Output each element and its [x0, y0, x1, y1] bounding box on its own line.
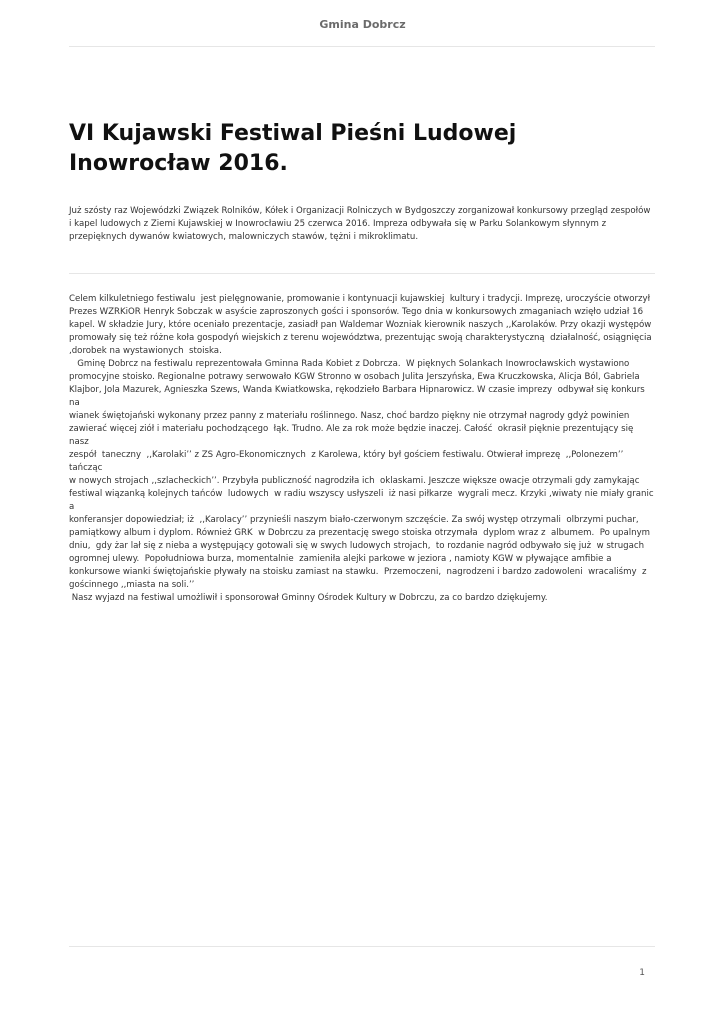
body-line: Prezes WZRKiOR Henryk Sobczak w asyście zaproszonych gości i sponsorów. Tego dnia w konkursowych zmaganiach wzięło udział 16 — [69, 307, 644, 317]
article-body — [69, 293, 655, 605]
body-line: zawierać więcej ziół i materiału pochodzącego łąk. Trudno. Ale za rok może będzie inaczej. Całość okrasił pięknie prezentujący się nasz — [69, 424, 637, 447]
article-intro: Już szósty raz Wojewódzki Związek Rolników, Kółek i Organizacji Rolniczych w Bydgoszczy zorganizował konkursowy przegląd zespołów i kapel ludowych z Ziemi Kujawskiej w Inowrocławiu 25 czerwca 2016. Impreza odbywała się w Parku Solankowym słynnym z przepięknych dywanów kwiatowych, malowniczych stawów, tężni i mikroklimatu. — [69, 206, 651, 242]
body-line: promocyjne stoisko. Regionalne potrawy serwowało KGW Stronno w osobach Julita Jerszyńska, Ewa Kruczkowska, Alicja Ból, Gabriela — [69, 372, 640, 382]
body-line: wianek świętojański wykonany przez panny z materiału roślinnego. Nasz, choć bardzo piękny nie otrzymał nagrody gdyż powinien — [69, 411, 630, 421]
body-line: konkursowe wianki świętojańskie pływały na stoisku zamiast na stawku. Przemoczeni, nagrodzeni i bardzo zadowoleni wracaliśmy z — [69, 567, 647, 577]
body-line: pamiątkowy album i dyplom. Również GRK w Dobrczu za prezentację swego stoiska otrzymała dyplom wraz z albumem. Po upalnym — [69, 528, 651, 538]
body-line: gościnnego ,,miasta na soli.’’ — [69, 580, 195, 590]
article-title: VI Kujawski Festiwal Pieśni Ludowej Inowrocław 2016. — [69, 121, 517, 176]
section-divider — [69, 273, 655, 274]
body-line: Gminę Dobrcz na festiwalu reprezentowała Gminna Rada Kobiet z Dobrcza. W pięknych Solankach Inowrocławskich wystawiono — [69, 359, 630, 369]
body-line: Nasz wyjazd na festiwal umożliwił i sponsorował Gminny Ośrodek Kultury w Dobrczu, za co bardzo dziękujemy. — [69, 593, 548, 603]
body-line: ogromnej ulewy. Popołudniowa burza, momentalnie zamieniła alejki parkowe w jeziora , namioty KGW w pływające amfibie a — [69, 554, 612, 564]
body-line: ,dorobek na wystawionych stoiska. — [69, 346, 222, 356]
page-header: Gmina Dobrcz — [319, 18, 406, 31]
body-line: Klajbor, Jola Mazurek, Agnieszka Szews, Wanda Kwiatkowska, rękodzieło Barbara Hipnarowicz. W czasie imprezy odbywał się konkurs na — [69, 385, 648, 408]
body-line: w nowych strojach ,,szlacheckich’’. Przybyła publiczność nagrodziła ich oklaskami. Jeszcze większe owacje otrzymali gdy zamykając — [69, 476, 640, 486]
header-divider — [69, 46, 655, 47]
body-line: kapel. W składzie Jury, które oceniało prezentacje, zasiadł pan Waldemar Wozniak kierownik naszych ,,Karolaków. Przy okazji występów — [69, 320, 652, 330]
page-number: 1 — [639, 968, 645, 978]
body-line: festiwal wiązanką kolejnych tańców ludowych w radiu wszyscy usłyszeli iż nasi piłkarze wygrali mecz. Krzyki ,wiwaty nie miały granic a — [69, 489, 657, 512]
body-line: Celem kilkuletniego festiwalu jest pielęgnowanie, promowanie i kontynuacji kujawskiej kultury i tradycji. Imprezę, uroczyście otworzył — [69, 294, 651, 304]
body-line: dniu, gdy żar lał się z nieba a występujący gotowali się w swych ludowych strojach, to rozdanie nagród odbywało się już w strugach — [69, 541, 645, 551]
body-line: promowały się też różne koła gospodyń wiejskich z terenu województwa, prezentując swoją charakterystyczną działalność, osiągnięcia — [69, 333, 652, 343]
body-line: zespół taneczny ,,Karolaki’’ z ZS Agro-Ekonomicznych z Karolewa, który był gościem festiwalu. Otwierał imprezę ,,Polonezem’’ tańcząc — [69, 450, 627, 473]
footer-divider — [69, 946, 655, 947]
body-line: konferansjer dopowiedział; iż ,,Karolacy’’ przynieśli naszym biało-czerwonym szczęście. Za swój występ otrzymali olbrzymi puchar, — [69, 515, 639, 525]
